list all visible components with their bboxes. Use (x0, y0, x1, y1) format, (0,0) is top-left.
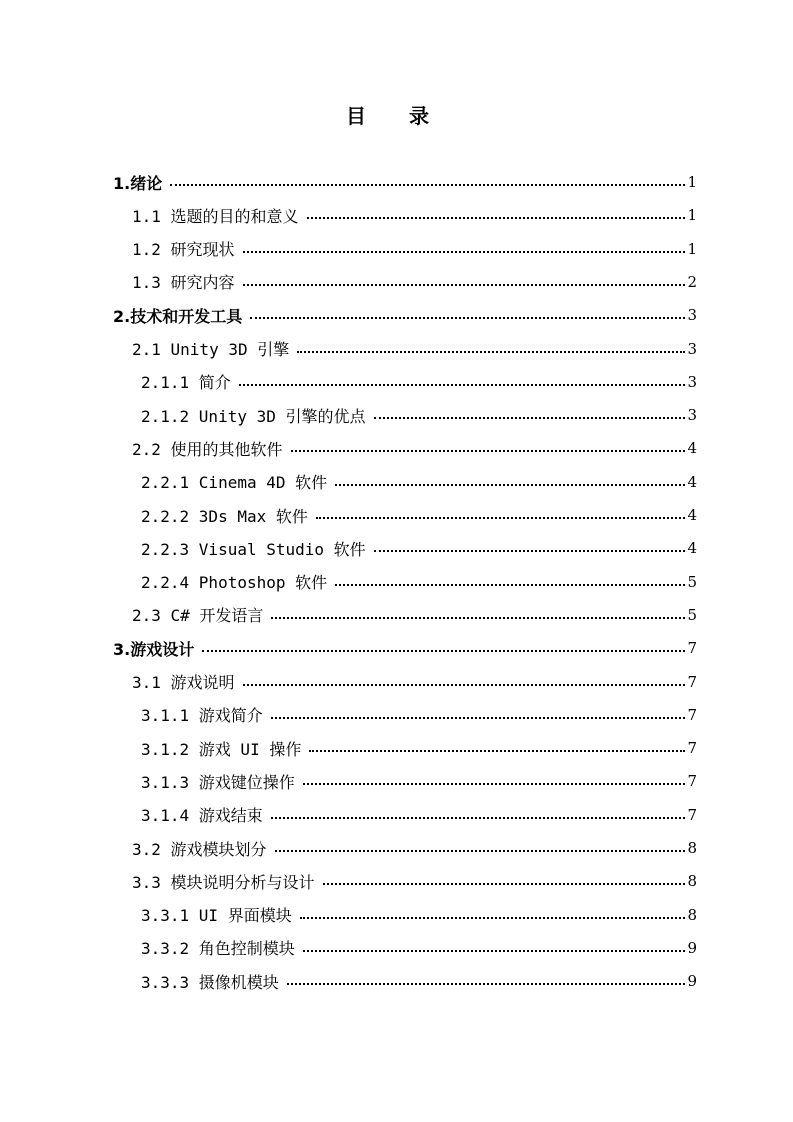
toc-leader-dots (202, 650, 685, 652)
toc-leader-dots (335, 484, 685, 486)
toc-entry-label: 3.3.2 角色控制模块 (141, 939, 295, 959)
toc-entry-label: 2.2.1 Cinema 4D 软件 (141, 473, 328, 493)
toc-entry-label: 3.1.4 游戏结束 (141, 806, 263, 826)
toc-leader-dots (335, 584, 685, 586)
toc-entry-page: 7 (687, 772, 697, 791)
toc-entry-page: 3 (687, 372, 697, 391)
toc-entry-label: 3.游戏设计 (113, 639, 195, 659)
toc-entry[interactable] (141, 499, 697, 531)
toc-entry[interactable] (141, 765, 697, 797)
toc-leader-dots (291, 450, 686, 452)
toc-entry[interactable] (141, 532, 697, 564)
toc-leader-dots (243, 684, 686, 686)
toc-leader-dots (243, 251, 686, 253)
toc-entry-label: 3.3.3 摄像机模块 (141, 972, 279, 992)
toc-leader-dots (309, 750, 685, 752)
toc-entry[interactable] (132, 432, 697, 464)
toc-entry-page: 1 (687, 239, 697, 258)
toc-leader-dots (271, 717, 686, 719)
toc-entry-label: 3.1.3 游戏键位操作 (141, 772, 295, 792)
toc-entry[interactable] (132, 599, 697, 631)
toc-entry[interactable] (141, 932, 697, 964)
toc-entry[interactable] (132, 233, 697, 265)
toc-leader-dots (239, 384, 686, 386)
toc-entry[interactable] (141, 399, 697, 431)
toc-entry[interactable] (141, 965, 697, 997)
toc-entry-page: 4 (687, 506, 697, 524)
toc-entry-page: 7 (687, 672, 697, 691)
toc-leader-dots (271, 617, 685, 619)
toc-entry-label: 3.1.1 游戏简介 (141, 706, 263, 726)
toc-entry-page: 2 (687, 272, 697, 291)
toc-entry[interactable] (113, 632, 697, 664)
toc-entry-label: 2.2.4 Photoshop 软件 (141, 573, 328, 593)
toc-leader-dots (297, 351, 685, 353)
toc-leader-dots (323, 883, 686, 885)
toc-entry[interactable] (141, 732, 697, 764)
toc-entry-label: 2.1.1 简介 (141, 373, 231, 393)
toc-entry-label: 1.3 研究内容 (132, 273, 235, 293)
toc-leader-dots (243, 284, 686, 286)
toc-leader-dots (303, 950, 686, 952)
toc-leader-dots (303, 783, 686, 785)
toc-entry[interactable] (141, 566, 697, 598)
toc-entry-page: 9 (687, 938, 697, 957)
toc-entry-page: 4 (687, 472, 697, 491)
toc-entry-label: 2.2.2 3Ds Max 软件 (141, 506, 308, 526)
toc-entry-page: 7 (687, 805, 697, 824)
toc-entry-page: 9 (687, 972, 697, 991)
toc-entry-label: 3.1.2 游戏 UI 操作 (141, 739, 302, 759)
toc-entry[interactable] (132, 666, 697, 698)
toc-entry-label: 2.技术和开发工具 (113, 306, 243, 326)
toc-entry[interactable] (132, 199, 697, 231)
toc-entry[interactable] (132, 266, 697, 298)
toc-entry[interactable] (113, 166, 697, 198)
toc-entry-label: 2.2 使用的其他软件 (132, 439, 283, 459)
toc-entry[interactable] (113, 299, 697, 331)
toc-leader-dots (316, 517, 686, 519)
toc-entry-label: 3.1 游戏说明 (132, 673, 235, 692)
toc-entry[interactable] (141, 699, 697, 731)
toc-entry-page: 3 (687, 339, 697, 358)
toc-entry-label: 3.2 游戏模块划分 (132, 839, 267, 859)
toc-leader-dots (374, 550, 686, 552)
toc-entry[interactable] (132, 832, 697, 864)
toc-entry[interactable] (141, 799, 697, 831)
toc-leader-dots (287, 983, 686, 985)
toc-entry-label: 2.3 C# 开发语言 (132, 606, 264, 626)
toc-leader-dots (374, 417, 686, 419)
toc-leader-dots (307, 217, 686, 219)
toc-entry-page: 5 (687, 605, 697, 624)
toc-entry[interactable] (132, 333, 697, 365)
toc-entry-page: 1 (687, 173, 697, 191)
toc-entry-page: 8 (687, 839, 697, 857)
toc-entry[interactable] (132, 865, 697, 897)
toc-entry-label: 2.1.2 Unity 3D 引擎的优点 (141, 406, 366, 426)
toc-leader-dots (275, 850, 686, 852)
toc-entry-page: 3 (687, 406, 697, 425)
toc-entry-page: 1 (687, 206, 697, 225)
toc-entry-label: 1.1 选题的目的和意义 (132, 206, 299, 226)
page-title: 目 录 (346, 104, 447, 128)
toc-entry-label: 3.3 模块说明分析与设计 (132, 872, 315, 892)
toc-entry[interactable] (141, 466, 697, 498)
toc-entry[interactable] (141, 899, 697, 931)
toc-entry-label: 3.3.1 UI 界面模块 (141, 906, 292, 926)
toc-leader-dots (250, 317, 685, 319)
toc-entry-label: 2.2.3 Visual Studio 软件 (141, 539, 366, 559)
toc-entry-page: 7 (687, 705, 697, 724)
toc-entry[interactable] (141, 366, 697, 398)
toc-entry-label: 1.绪论 (113, 173, 163, 193)
toc-entry-page: 5 (687, 572, 697, 591)
toc-entry-page: 7 (687, 739, 697, 758)
toc-entry-page: 4 (687, 439, 697, 458)
toc-entry-page: 8 (687, 872, 697, 891)
toc-leader-dots (300, 917, 686, 919)
toc-entry-page: 3 (687, 306, 697, 325)
toc-entry-label: 1.2 研究现状 (132, 240, 235, 260)
toc-entry-page: 8 (687, 905, 697, 924)
toc-leader-dots (170, 184, 685, 186)
toc-entry-label: 2.1 Unity 3D 引擎 (132, 340, 290, 359)
toc-entry-page: 4 (687, 539, 697, 558)
toc-leader-dots (271, 817, 686, 819)
toc-entry-page: 7 (687, 639, 697, 658)
